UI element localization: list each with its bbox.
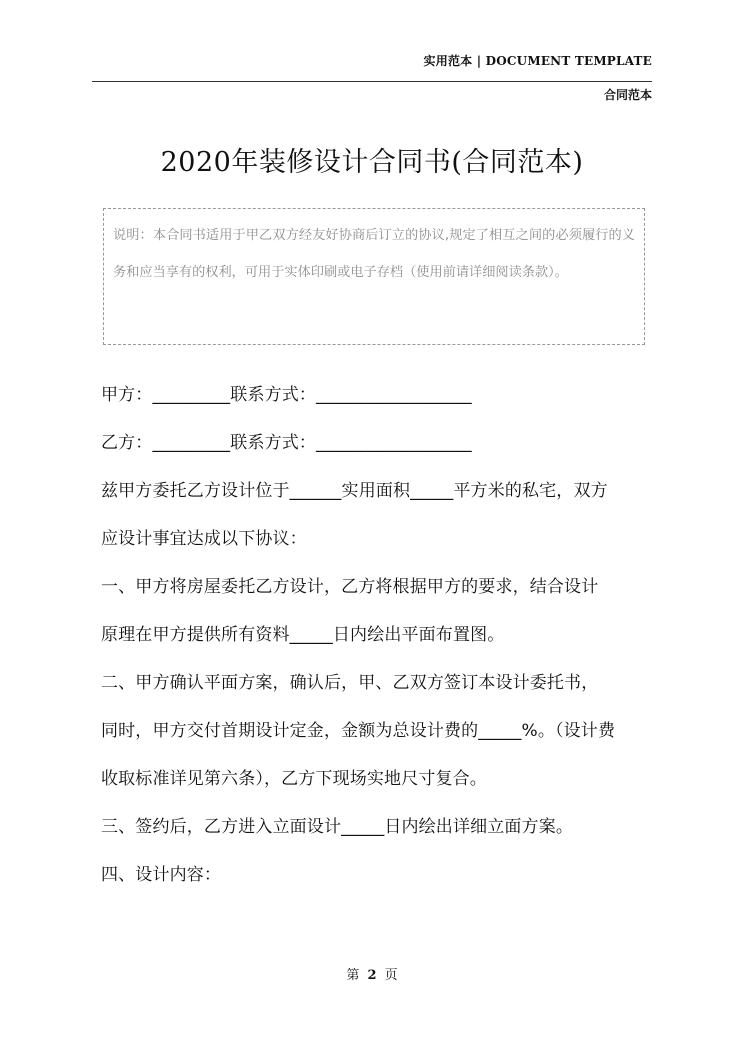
body-line: 原理在甲方提供所有资料_____日内绘出平面布置图。 (101, 625, 505, 645)
document-title: 2020年装修设计合同书(合同范本) (160, 147, 584, 178)
note-text: 说明：本合同书适用于甲乙双方经友好协商后订立的协议,规定了相互之间的必须履行的义务和应当享有的权利，可用于实体印刷或电子存档（使用前请详细阅读条款）。 (113, 228, 635, 280)
body-line: 兹甲方委托乙方设计位于______实用面积_____平方米的私宅，双方 (101, 481, 608, 501)
body-line: 二、甲方确认平面方案，确认后，甲、乙双方签订本设计委托书， (101, 673, 599, 693)
note-box (103, 208, 645, 345)
header-document-label: 实用范本 | DOCUMENT TEMPLATE (423, 54, 652, 68)
party-b-line: 乙方：_________联系方式：__________________ (101, 433, 472, 453)
party-a-line: 甲方：_________联系方式：__________________ (101, 385, 472, 405)
page-footer (0, 964, 744, 983)
body-line: 一、甲方将房屋委托乙方设计，乙方将根据甲方的要求，结合设计 (101, 577, 599, 597)
header-category-label: 合同范本 (603, 88, 652, 102)
header-divider (92, 81, 652, 82)
body-line: 收取标准详见第六条），乙方下现场实地尺寸复合。 (101, 769, 487, 789)
page-number: 2 (367, 968, 377, 983)
body-line: 四、设计内容： (101, 865, 222, 885)
footer-prefix: 第 (346, 968, 360, 983)
document-body (101, 371, 653, 899)
body-line: 应设计事宜达成以下协议： (101, 529, 307, 549)
footer-suffix: 页 (384, 968, 398, 983)
body-line: 三、签约后，乙方进入立面设计_____日内绘出详细立面方案。 (101, 817, 573, 837)
body-line: 同时，甲方交付首期设计定金，金额为总设计费的_____%。（设计费 (101, 721, 616, 741)
